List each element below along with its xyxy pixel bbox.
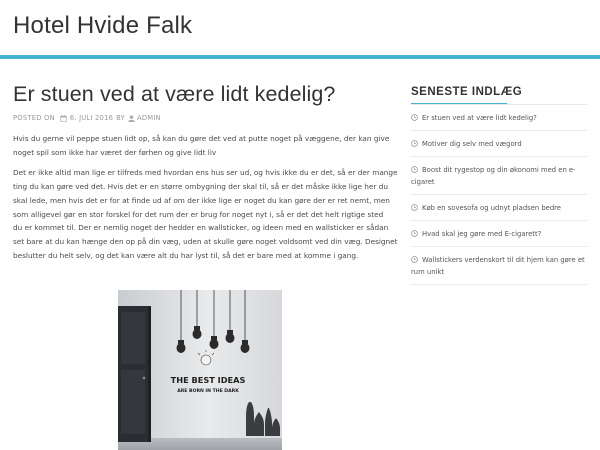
list-item (411, 247, 587, 285)
link-line: Boost dit rygestop og din økonomi med en e- (422, 166, 576, 174)
clock-icon (411, 202, 422, 214)
paragraph-line: Det er ikke altid man lige er tilfreds med hvordan ens hus ser ud, og hvis ikke du er det, så er der mange (13, 168, 398, 178)
link-line: Køb en sovesofa og udnyt pladsen bedre (422, 204, 561, 212)
paragraph-line: du er kommet til. Der er nemlig noget der hedder en wallsticker, og ideen med en wallsticker er sådan (13, 223, 389, 233)
link-line: rum unikt (411, 268, 444, 276)
posted-on-label: POSTED ON (13, 114, 55, 122)
link-line: Er stuen ved at være lidt kedelig? (422, 114, 537, 122)
post-paragraph (13, 166, 398, 262)
paragraph-line: skal lede, men hvis det er for at finde ud af om der ikke lige er noget du kan gøre der er ret nemt, men (13, 195, 390, 205)
post-paragraph (13, 132, 390, 159)
post-article (13, 82, 398, 262)
clock-icon (411, 228, 422, 240)
sidebar (411, 86, 587, 285)
main-content (13, 82, 398, 262)
wall-sticker-illustration (118, 290, 282, 450)
clock-icon (411, 112, 422, 124)
link-line: Wallstickers verdenskort til dit hjem kan gøre et (422, 256, 585, 264)
recent-post-link[interactable] (422, 202, 561, 214)
recent-posts-list (411, 105, 587, 285)
link-line: Motiver dig selv med vægord (422, 140, 522, 148)
paragraph-line: noget spil som ikke har været der førhen og give lidt liv (13, 147, 217, 157)
paragraph-line: ting du kan gøre ved det. Hvis det er en større ombygning der skal til, så er det måske ikke lige her du (13, 182, 388, 192)
clock-icon (411, 138, 422, 150)
paragraph-line: Hvis du gerne vil peppe stuen lidt op, så kan du gøre det ved at putte noget på væggene, der kan give (13, 134, 390, 143)
link-line: cigaret (411, 178, 435, 186)
list-item (411, 195, 587, 221)
paragraph-line: set bare at du kan hænge den op på din væg, uden at skulle gøre noget voldsomt ved din væg. Designet (13, 236, 398, 246)
recent-post-link[interactable] (422, 112, 537, 124)
site-header (0, 0, 600, 58)
post-author-link[interactable]: ADMIN (136, 114, 161, 122)
list-item (411, 157, 587, 195)
paragraph-line: som alligevel gør en stor forskel for det rum der er brug for noget nyt i, så er det det helt rigtige sted (13, 209, 384, 219)
header-accent-bar (0, 55, 600, 59)
link-line: Hvad skal jeg gøre med E-cigarett? (422, 230, 542, 238)
post-title[interactable]: Er stuen ved at være lidt kedelig? (13, 82, 336, 106)
post-image (118, 290, 282, 450)
widget-title-recent-posts: SENESTE INDLÆG (411, 86, 523, 98)
sticker-text-line1: THE BEST IDEAS (170, 375, 246, 385)
calendar-icon (60, 115, 67, 122)
list-item (411, 131, 587, 157)
recent-post-link[interactable] (422, 138, 522, 150)
list-item (411, 105, 587, 131)
list-item (411, 221, 587, 247)
by-label: BY (116, 114, 125, 122)
paragraph-line: beslutter du helt selv, og det kan være alt du har lyst til, så det er bare med at komme i gang. (13, 250, 359, 260)
site-title[interactable]: Hotel Hvide Falk (13, 12, 193, 39)
post-date-link[interactable]: 6. JULI 2016 (69, 114, 114, 122)
user-icon (128, 115, 135, 122)
recent-post-link[interactable] (422, 228, 541, 240)
post-meta (13, 114, 385, 122)
sticker-text-line2: ARE BORN IN THE DARK (177, 389, 239, 394)
recent-post-link[interactable] (411, 164, 576, 188)
recent-post-link[interactable] (411, 254, 585, 278)
